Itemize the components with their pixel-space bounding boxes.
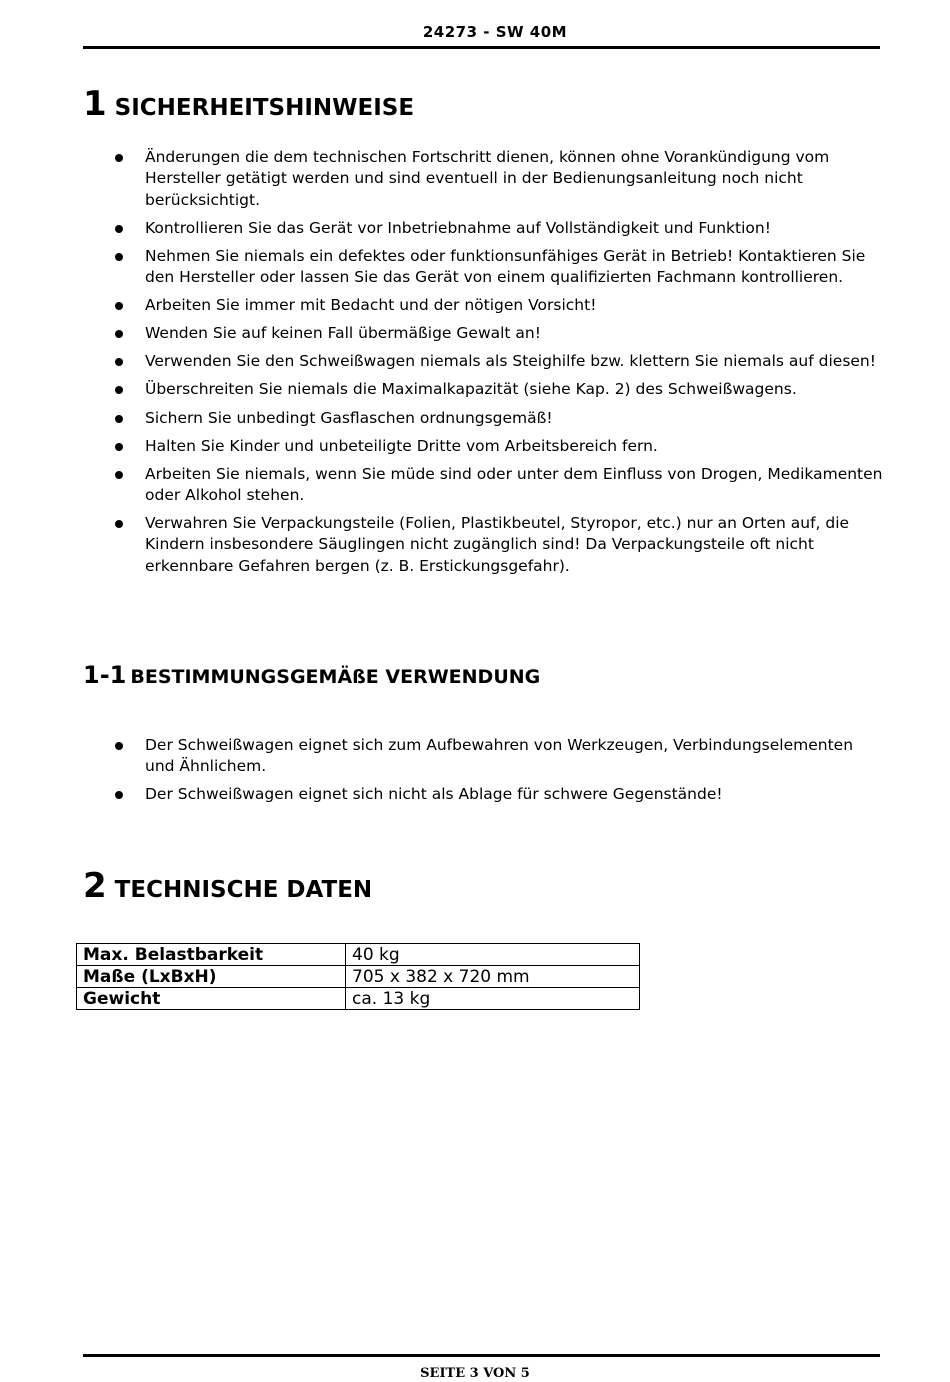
spec-value: 705 x 382 x 720 mm (346, 966, 640, 988)
section-2-heading (83, 866, 372, 906)
section-1-title: SICHERHEITSHINWEISE (114, 95, 415, 121)
spec-label: Maße (LxBxH) (77, 966, 346, 988)
bullet-icon (115, 225, 123, 233)
list-item: Der Schweißwagen eignet sich zum Aufbewahren von Werkzeugen, Verbindungselementen und Ähnlichem. (114, 735, 884, 778)
table-row (77, 966, 640, 988)
list-item: Arbeiten Sie immer mit Bedacht und der nötigen Vorsicht! (114, 295, 884, 316)
spec-label: Gewicht (77, 988, 346, 1010)
spec-value: ca. 13 kg (346, 988, 640, 1010)
list-item: Halten Sie Kinder und unbeteiligte Dritte vom Arbeitsbereich fern. (114, 436, 884, 457)
page-number: SEITE 3 VON 5 (420, 1366, 530, 1381)
safety-list (114, 147, 884, 584)
bullet-icon (115, 154, 123, 162)
list-item: Nehmen Sie niemals ein defektes oder funktionsunfähiges Gerät in Betrieb! Kontaktieren Sie den Hersteller oder lassen Sie das Gerät von einem qualifizierten Fachmann kontrollieren. (114, 246, 884, 289)
section-1-1-number: 1-1 (83, 661, 127, 689)
bullet-icon (115, 471, 123, 479)
section-1-1-heading (83, 661, 540, 689)
header-rule (83, 46, 880, 49)
document-header-title: 24273 - SW 40M (422, 23, 568, 41)
list-item: Wenden Sie auf keinen Fall übermäßige Gewalt an! (114, 323, 884, 344)
bullet-icon (115, 415, 123, 423)
spec-value: 40 kg (346, 944, 640, 966)
list-item: Verwahren Sie Verpackungsteile (Folien, Plastikbeutel, Styropor, etc.) nur an Orten auf, die Kindern insbesondere Säuglingen nicht zugänglich sind! Da Verpackungsteile oft nicht erkennbare Gefahren bergen (z. B. Erstickungsgefahr). (114, 513, 884, 577)
list-item: Kontrollieren Sie das Gerät vor Inbetriebnahme auf Vollständigkeit und Funktion! (114, 218, 884, 239)
list-item: Der Schweißwagen eignet sich nicht als Ablage für schwere Gegenstände! (114, 784, 884, 805)
section-2-title: TECHNISCHE DATEN (114, 877, 373, 903)
usage-list (114, 735, 884, 812)
bullet-icon (115, 358, 123, 366)
section-1-1-title: BESTIMMUNGSGEMÄßE VERWENDUNG (130, 666, 541, 688)
bullet-icon (115, 302, 123, 310)
technical-data-table (76, 943, 640, 1010)
bullet-icon (115, 742, 123, 750)
list-item: Überschreiten Sie niemals die Maximalkapazität (siehe Kap. 2) des Schweißwagens. (114, 379, 884, 400)
section-1-number: 1 (83, 84, 107, 124)
footer-rule (83, 1354, 880, 1357)
list-item: Verwenden Sie den Schweißwagen niemals als Steighilfe bzw. klettern Sie niemals auf diesen! (114, 351, 884, 372)
section-1-heading (83, 84, 414, 124)
bullet-icon (115, 330, 123, 338)
list-item: Änderungen die dem technischen Fortschritt dienen, können ohne Vorankündigung vom Hersteller getätigt werden und sind eventuell in der Bedienungsanleitung noch nicht berücksichtigt. (114, 147, 884, 211)
table-row (77, 988, 640, 1010)
section-2-number: 2 (83, 866, 107, 906)
list-item: Sichern Sie unbedingt Gasflaschen ordnungsgemäß! (114, 408, 884, 429)
bullet-icon (115, 386, 123, 394)
bullet-icon (115, 791, 123, 799)
bullet-icon (115, 443, 123, 451)
bullet-icon (115, 520, 123, 528)
bullet-icon (115, 253, 123, 261)
table-row (77, 944, 640, 966)
list-item: Arbeiten Sie niemals, wenn Sie müde sind oder unter dem Einfluss von Drogen, Medikamenten oder Alkohol stehen. (114, 464, 884, 507)
spec-label: Max. Belastbarkeit (77, 944, 346, 966)
